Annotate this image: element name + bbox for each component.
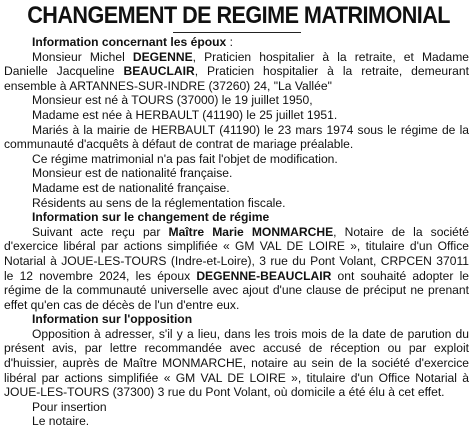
notary-name: Maître Marie MONMARCHE (168, 224, 334, 239)
husband-nationality-line: Monsieur est de nationalité française. (32, 166, 233, 181)
tax-residence-line: Résidents au sens de la réglementation fiscale. (32, 195, 286, 210)
spouses-heading-colon: : (226, 35, 233, 49)
closing-for-insertion: Pour insertion (32, 399, 107, 414)
couple-name: DEGENNE-BEAUCLAIR (196, 268, 332, 283)
wife-surname: BEAUCLAIR (123, 64, 195, 79)
regime-text-b: , Notaire de la société d'exercice libéral par actions simplifiée « GM VAL DE LOIRE », titulaire d'un Office Notarial à JOUE-LES-TOURS (Indre-et-Loire), 3 rue du Pont Volant, CRPCEN 37011 le 12 novembre 2024, les époux (4, 224, 469, 283)
regime-text-a: Suivant acte reçu par (32, 224, 169, 239)
marriage-paragraph: Mariés à la mairie de HERBAULT (41190) le 23 mars 1974 sous le régime de la communauté d'acquêts à défaut de contrat de mariage préalable. (4, 122, 469, 152)
husband-birth-line: Monsieur est né à TOURS (37000) le 19 juillet 1950, (32, 93, 313, 108)
spouses-heading-text: Information concernant les époux (32, 35, 227, 49)
notice-title: CHANGEMENT DE REGIME MATRIMONIAL (27, 2, 450, 29)
spouses-text-b: , Praticien hospitalier à la retraite, et Madame Danielle Jacqueline (4, 49, 469, 79)
spouses-section-heading (4, 35, 469, 50)
notice-body (4, 35, 469, 429)
closing-signature: Le notaire. (32, 414, 90, 429)
spouses-text-c: , Praticien hospitalier à la retraite, demeurant ensemble à ARTANNES-SUR-INDRE (37260) 24, "La Vallée" (4, 64, 469, 93)
spouses-identity-paragraph (4, 50, 469, 94)
regime-change-paragraph (4, 225, 469, 313)
wife-birth-line: Madame est née à HERBAULT (41190) le 25 juillet 1951. (32, 107, 338, 122)
regime-unchanged-line: Ce régime matrimonial n'a pas fait l'objet de modification. (32, 151, 338, 166)
title-underline (173, 32, 301, 33)
spouses-text-a: Monsieur Michel (32, 49, 133, 64)
wife-nationality-line: Madame est de nationalité française. (32, 180, 230, 195)
husband-surname: DEGENNE (132, 49, 193, 64)
opposition-paragraph: Opposition à adresser, s'il y a lieu, dans les trois mois de la date de parution du présent avis, par lettre recommandée avec accusé de réception ou par exploit d'huissier, auprès de Maître MONMARCHE, notaire au sein de la société d'exercice libéral par actions simplifiée « GM VAL DE LOIRE », titulaire d'un Office Notarial à JOUE-LES-TOURS (37300) 3 rue du Pont Volant, où domicile a été élu à cet effet. (4, 326, 469, 400)
regime-text-c: ont souhaité adopter le régime de la communauté universelle avec ajout d'une clause de préciput ne prenant effet qu'en cas de décès de l'un d'entre eux. (4, 268, 469, 312)
regime-change-section-heading: Information sur le changement de régime (32, 210, 270, 225)
opposition-section-heading: Information sur l'opposition (32, 312, 193, 327)
